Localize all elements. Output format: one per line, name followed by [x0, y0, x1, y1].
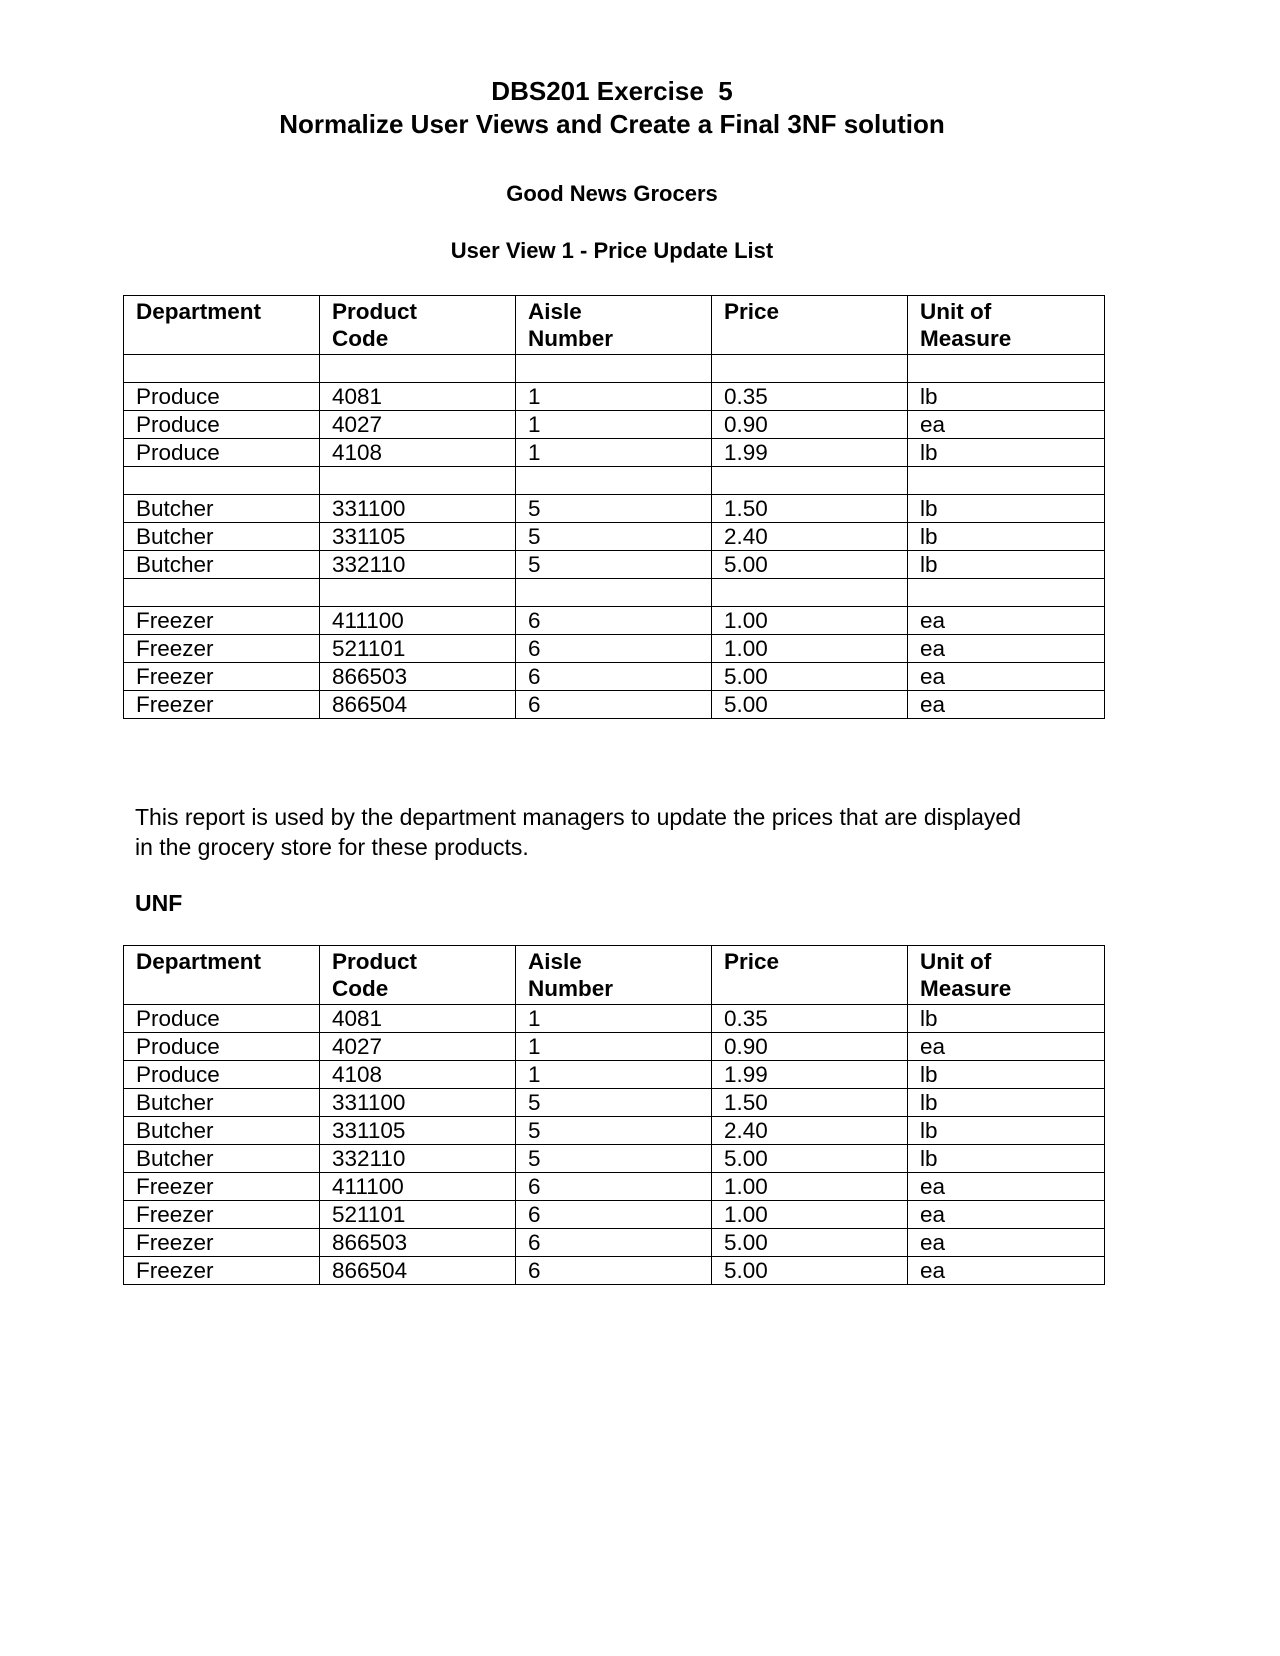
cell-product-code: 521101 — [320, 635, 516, 663]
cell-unit-of-measure: lb — [908, 1117, 1105, 1145]
cell-unit-of-measure: lb — [908, 1005, 1105, 1033]
column-header-text: Measure — [920, 326, 1012, 351]
cell-product-code: 331105 — [320, 523, 516, 551]
cell-aisle-number — [516, 579, 712, 607]
cell-department: Produce — [124, 439, 320, 467]
report-description: This report is used by the department managers to update the prices that are displayed in the grocery store for these products. — [135, 804, 1022, 860]
cell-unit-of-measure: ea — [908, 1257, 1105, 1285]
table-row — [124, 439, 1105, 467]
cell-aisle-number: 6 — [516, 663, 712, 691]
cell-department: Butcher — [124, 495, 320, 523]
table-row — [124, 1145, 1105, 1173]
column-header-aisle-number — [516, 946, 712, 1005]
table-row — [124, 495, 1105, 523]
cell-department: Freezer — [124, 607, 320, 635]
cell-unit-of-measure: lb — [908, 495, 1105, 523]
column-header-text: Code — [332, 326, 389, 351]
cell-department: Butcher — [124, 523, 320, 551]
column-header-text: Unit of — [920, 949, 992, 974]
cell-department: Freezer — [124, 691, 320, 719]
cell-price: 5.00 — [712, 1257, 908, 1285]
column-header-price — [712, 946, 908, 1005]
cell-unit-of-measure: ea — [908, 691, 1105, 719]
table-row — [124, 355, 1105, 383]
cell-product-code: 4027 — [320, 411, 516, 439]
cell-department: Produce — [124, 1061, 320, 1089]
cell-product-code: 521101 — [320, 1201, 516, 1229]
column-header-text: Price — [724, 299, 780, 324]
column-header-department — [124, 296, 320, 355]
column-header-unit-of-measure — [908, 946, 1105, 1005]
cell-price: 1.00 — [712, 1173, 908, 1201]
table-row — [124, 1089, 1105, 1117]
cell-department: Freezer — [124, 1257, 320, 1285]
cell-price — [712, 467, 908, 495]
cell-aisle-number: 6 — [516, 691, 712, 719]
document-subtitle: Normalize User Views and Create a Final 3NF solution — [279, 109, 945, 139]
cell-unit-of-measure: lb — [908, 1061, 1105, 1089]
cell-price: 2.40 — [712, 523, 908, 551]
cell-price: 0.35 — [712, 1005, 908, 1033]
column-header-text: Product — [332, 299, 418, 324]
table-row — [124, 551, 1105, 579]
column-header-text: Price — [724, 949, 780, 974]
unf-table — [123, 945, 1105, 1285]
cell-product-code — [320, 355, 516, 383]
cell-aisle-number: 1 — [516, 1061, 712, 1089]
cell-price: 1.99 — [712, 1061, 908, 1089]
column-header-aisle-number — [516, 296, 712, 355]
cell-product-code: 4081 — [320, 383, 516, 411]
cell-aisle-number: 5 — [516, 1089, 712, 1117]
company-name: Good News Grocers — [506, 181, 718, 206]
cell-product-code — [320, 579, 516, 607]
cell-product-code — [320, 467, 516, 495]
cell-price: 5.00 — [712, 1145, 908, 1173]
cell-product-code: 866503 — [320, 663, 516, 691]
cell-department: Butcher — [124, 1145, 320, 1173]
table-row — [124, 607, 1105, 635]
cell-product-code: 331100 — [320, 1089, 516, 1117]
cell-unit-of-measure: ea — [908, 635, 1105, 663]
table-row — [124, 1201, 1105, 1229]
cell-aisle-number — [516, 467, 712, 495]
cell-price: 1.00 — [712, 607, 908, 635]
cell-price — [712, 355, 908, 383]
cell-unit-of-measure: ea — [908, 1201, 1105, 1229]
cell-department — [124, 579, 320, 607]
column-header-text: Aisle — [528, 949, 582, 974]
cell-product-code: 866504 — [320, 1257, 516, 1285]
column-header-text: Department — [136, 949, 262, 974]
column-header-product-code — [320, 296, 516, 355]
cell-unit-of-measure: ea — [908, 1173, 1105, 1201]
cell-department: Freezer — [124, 1201, 320, 1229]
unf-label: UNF — [135, 890, 183, 916]
cell-product-code: 866504 — [320, 691, 516, 719]
cell-product-code: 4027 — [320, 1033, 516, 1061]
column-header-text: Number — [528, 976, 614, 1001]
cell-price: 5.00 — [712, 691, 908, 719]
cell-price: 1.00 — [712, 1201, 908, 1229]
table-row — [124, 1257, 1105, 1285]
table-row — [124, 383, 1105, 411]
cell-unit-of-measure: lb — [908, 1145, 1105, 1173]
cell-department: Butcher — [124, 1089, 320, 1117]
cell-aisle-number: 5 — [516, 1145, 712, 1173]
column-header-product-code — [320, 946, 516, 1005]
table-row — [124, 663, 1105, 691]
cell-aisle-number: 1 — [516, 1033, 712, 1061]
cell-product-code: 331100 — [320, 495, 516, 523]
cell-aisle-number: 6 — [516, 1229, 712, 1257]
cell-unit-of-measure: lb — [908, 439, 1105, 467]
table-row — [124, 579, 1105, 607]
cell-aisle-number: 6 — [516, 635, 712, 663]
cell-aisle-number: 6 — [516, 1173, 712, 1201]
table-row — [124, 1033, 1105, 1061]
cell-department — [124, 355, 320, 383]
table-row — [124, 1061, 1105, 1089]
cell-aisle-number: 5 — [516, 1117, 712, 1145]
cell-price: 1.50 — [712, 1089, 908, 1117]
cell-department: Freezer — [124, 1173, 320, 1201]
cell-price: 2.40 — [712, 1117, 908, 1145]
cell-unit-of-measure: ea — [908, 1033, 1105, 1061]
cell-unit-of-measure: ea — [908, 607, 1105, 635]
table-row — [124, 691, 1105, 719]
cell-price: 5.00 — [712, 551, 908, 579]
cell-aisle-number: 5 — [516, 495, 712, 523]
table-row — [124, 467, 1105, 495]
column-header-text: Measure — [920, 976, 1012, 1001]
document-title: DBS201 Exercise 5 — [491, 76, 733, 106]
cell-department: Freezer — [124, 635, 320, 663]
column-header-text: Code — [332, 976, 389, 1001]
cell-product-code: 4108 — [320, 439, 516, 467]
column-header-text: Number — [528, 326, 614, 351]
cell-department: Produce — [124, 1005, 320, 1033]
cell-price: 5.00 — [712, 1229, 908, 1257]
column-header-text: Unit of — [920, 299, 992, 324]
column-header-text: Aisle — [528, 299, 582, 324]
cell-unit-of-measure: lb — [908, 1089, 1105, 1117]
column-header-unit-of-measure — [908, 296, 1105, 355]
table-row — [124, 411, 1105, 439]
table-row — [124, 635, 1105, 663]
cell-price — [712, 579, 908, 607]
cell-price: 0.90 — [712, 1033, 908, 1061]
cell-price: 1.00 — [712, 635, 908, 663]
cell-aisle-number: 1 — [516, 383, 712, 411]
table-body — [124, 1005, 1105, 1285]
table-header-row — [124, 296, 1105, 355]
cell-aisle-number: 6 — [516, 1257, 712, 1285]
cell-aisle-number: 1 — [516, 411, 712, 439]
cell-unit-of-measure: lb — [908, 551, 1105, 579]
cell-price: 0.90 — [712, 411, 908, 439]
cell-price: 0.35 — [712, 383, 908, 411]
cell-department: Butcher — [124, 1117, 320, 1145]
column-header-text: Department — [136, 299, 262, 324]
cell-department: Butcher — [124, 551, 320, 579]
table-row — [124, 1229, 1105, 1257]
table-row — [124, 523, 1105, 551]
table-row — [124, 1117, 1105, 1145]
table-row — [124, 1005, 1105, 1033]
cell-department: Produce — [124, 383, 320, 411]
cell-product-code: 331105 — [320, 1117, 516, 1145]
cell-product-code: 332110 — [320, 1145, 516, 1173]
user-view-title: User View 1 - Price Update List — [450, 238, 774, 263]
cell-unit-of-measure: ea — [908, 1229, 1105, 1257]
cell-price: 1.99 — [712, 439, 908, 467]
cell-aisle-number: 5 — [516, 551, 712, 579]
cell-unit-of-measure — [908, 579, 1105, 607]
cell-price: 1.50 — [712, 495, 908, 523]
cell-aisle-number — [516, 355, 712, 383]
cell-product-code: 411100 — [320, 1173, 516, 1201]
cell-department: Produce — [124, 411, 320, 439]
cell-unit-of-measure — [908, 355, 1105, 383]
cell-product-code: 866503 — [320, 1229, 516, 1257]
cell-aisle-number: 6 — [516, 607, 712, 635]
cell-aisle-number: 1 — [516, 1005, 712, 1033]
cell-aisle-number: 1 — [516, 439, 712, 467]
cell-department — [124, 467, 320, 495]
column-header-price — [712, 296, 908, 355]
cell-unit-of-measure: ea — [908, 411, 1105, 439]
cell-unit-of-measure — [908, 467, 1105, 495]
table-row — [124, 1173, 1105, 1201]
cell-aisle-number: 5 — [516, 523, 712, 551]
table-body — [124, 355, 1105, 719]
table-header-row — [124, 946, 1105, 1005]
cell-product-code: 411100 — [320, 607, 516, 635]
cell-department: Produce — [124, 1033, 320, 1061]
cell-unit-of-measure: ea — [908, 663, 1105, 691]
cell-price: 5.00 — [712, 663, 908, 691]
cell-aisle-number: 6 — [516, 1201, 712, 1229]
cell-unit-of-measure: lb — [908, 523, 1105, 551]
column-header-department — [124, 946, 320, 1005]
price-update-list-table — [123, 295, 1105, 719]
cell-department: Freezer — [124, 663, 320, 691]
cell-product-code: 4081 — [320, 1005, 516, 1033]
cell-unit-of-measure: lb — [908, 383, 1105, 411]
column-header-text: Product — [332, 949, 418, 974]
cell-product-code: 4108 — [320, 1061, 516, 1089]
cell-department: Freezer — [124, 1229, 320, 1257]
cell-product-code: 332110 — [320, 551, 516, 579]
